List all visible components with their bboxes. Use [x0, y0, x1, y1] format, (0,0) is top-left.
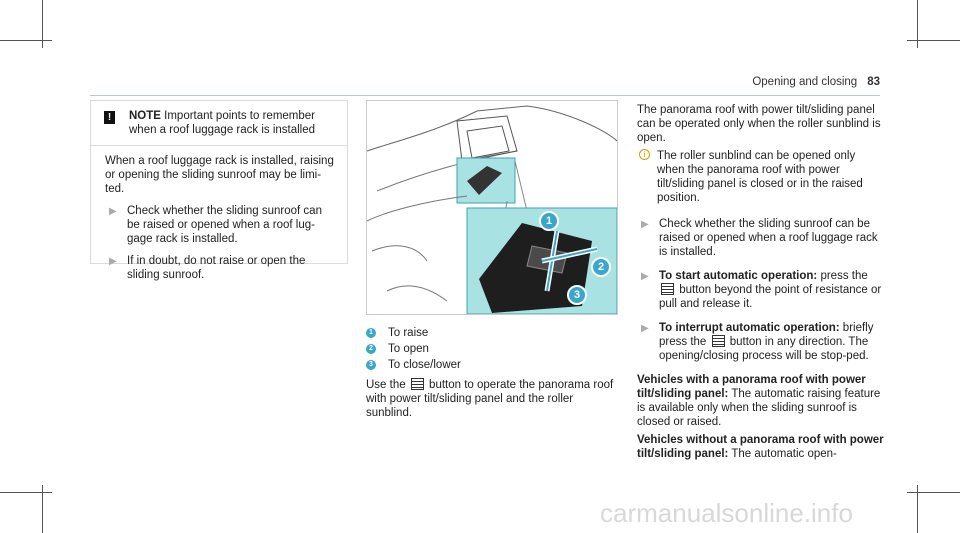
warning-icon: !: [104, 111, 115, 124]
paragraph: Vehicles without a panorama roof with power tilt/sliding panel: The automatic open-: [637, 434, 884, 460]
crop-mark: [907, 492, 960, 493]
note-header: [91, 101, 347, 146]
page-header: [752, 76, 880, 88]
callout-3: 3: [567, 285, 587, 305]
crop-mark: [907, 40, 960, 41]
callout-1: 1: [539, 211, 559, 231]
callout-2: 2: [591, 257, 611, 277]
legend-item: 1 To raise: [366, 326, 618, 340]
right-column: [637, 103, 885, 461]
info-note: i The roller sunblind can be opened only when the panorama roof with power tilt/sliding panel is closed or in the raised position.: [637, 149, 885, 205]
figure-legend: [366, 326, 618, 420]
sunroof-button-icon: [661, 283, 674, 295]
list-item: ▶ Check whether the sliding sunroof can be raised or opened when a roof luggage rack is installed.: [641, 218, 878, 258]
list-item: ▶ To interrupt automatic operation: briefly press the button in any direction. The opening/closing process will be stop-ped.: [641, 322, 874, 362]
list-item: ▶ If in doubt, do not raise or open the sliding sunroof.: [109, 255, 306, 281]
paragraph: Vehicles with a panorama roof with power tilt/sliding panel: The automatic raising feature is available only when the sliding sunroof is closed or raised.: [637, 374, 881, 428]
arrow-right-icon: ▶: [641, 323, 649, 334]
arrow-right-icon: ▶: [109, 206, 117, 217]
legend-item: 3 To close/lower: [366, 358, 618, 372]
sunroof-button-icon: [411, 378, 424, 390]
sunroof-button-icon: [712, 335, 725, 347]
note-title-text: Important points to remember when a roof luggage rack is installed: [129, 110, 316, 136]
arrow-right-icon: ▶: [641, 271, 649, 282]
note-body: When a roof luggage rack is installed, raising or opening the sliding sunroof may be limi-ted.: [105, 155, 334, 195]
list-item: ▶ Check whether the sliding sunroof can be raised or opened when a roof lug-gage rack is installed.: [109, 205, 322, 245]
sunroof-illustration: [367, 101, 617, 314]
sunroof-figure: [366, 100, 618, 315]
legend-item: 2 To open: [366, 342, 618, 356]
watermark: carmanualsonline.info: [600, 498, 853, 528]
note-title: NOTE: [129, 110, 161, 122]
list-item: ▶ To start automatic operation: press the button beyond the point of resistance or pull and release it.: [641, 270, 882, 310]
info-icon: i: [639, 149, 650, 160]
crop-mark: [0, 40, 52, 41]
header-rule: [90, 95, 880, 96]
crop-mark: [0, 492, 52, 493]
note-box: [90, 100, 348, 281]
arrow-right-icon: ▶: [641, 219, 649, 230]
section-title: Opening and closing: [752, 76, 858, 88]
use-instruction: Use the button to operate the panorama roof with power tilt/sliding panel and the roller sunblind.: [366, 379, 614, 419]
intro-text: The panorama roof with power tilt/sliding panel can be operated only when the roller sunblind is open.: [637, 104, 881, 144]
arrow-right-icon: ▶: [109, 256, 117, 267]
page-number: 83: [867, 76, 880, 88]
